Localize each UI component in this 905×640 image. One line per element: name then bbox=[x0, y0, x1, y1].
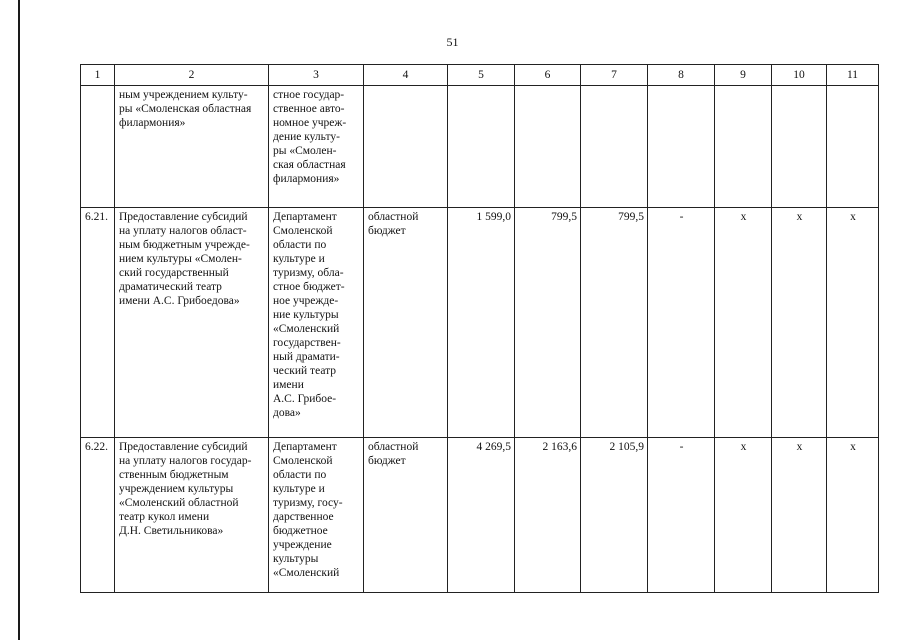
indicator-cell bbox=[827, 86, 879, 208]
executor-cell: стное государ- ственное авто- номное учреж- дение культу- ры «Смолен- ская областная филармония» bbox=[269, 86, 364, 208]
amount-cell: 2 105,9 bbox=[581, 438, 648, 593]
measure-name-cell: Предоставление субсидий на уплату налогов государ- ственным бюджетным учреждением культуры «Смоленский областной театр кукол имени Д.Н. Светильникова» bbox=[115, 438, 269, 593]
executor-cell: Департамент Смоленской области по культуре и туризму, обла- стное бюджет- ное учрежде- ние культуры «Смоленский государствен- ный драмати- ческий театр имени А.С. Грибое- дова» bbox=[269, 208, 364, 438]
total-amount-cell: 4 269,5 bbox=[448, 438, 515, 593]
table-row bbox=[81, 438, 879, 593]
indicator-cell: x bbox=[827, 208, 879, 438]
table-row bbox=[81, 208, 879, 438]
header-cell: 1 bbox=[81, 65, 115, 86]
amount-cell: - bbox=[648, 208, 715, 438]
program-table bbox=[80, 64, 879, 593]
indicator-cell bbox=[772, 86, 827, 208]
page-number: 51 bbox=[446, 35, 459, 49]
row-number-cell bbox=[81, 86, 115, 208]
executor-cell: Департамент Смоленской области по культуре и туризму, госу- дарственное бюджетное учреждение культуры «Смоленский bbox=[269, 438, 364, 593]
indicator-cell: x bbox=[827, 438, 879, 593]
indicator-cell: x bbox=[715, 208, 772, 438]
left-margin-rule bbox=[18, 0, 20, 640]
header-cell: 11 bbox=[827, 65, 879, 86]
amount-cell: 2 163,6 bbox=[515, 438, 581, 593]
funding-source-cell bbox=[364, 86, 448, 208]
total-amount-cell bbox=[448, 86, 515, 208]
amount-cell: 799,5 bbox=[581, 208, 648, 438]
header-cell: 6 bbox=[515, 65, 581, 86]
header-cell: 7 bbox=[581, 65, 648, 86]
amount-cell bbox=[581, 86, 648, 208]
header-cell: 8 bbox=[648, 65, 715, 86]
table-row bbox=[81, 86, 879, 208]
amount-cell: 799,5 bbox=[515, 208, 581, 438]
header-cell: 5 bbox=[448, 65, 515, 86]
table-header-row bbox=[81, 65, 879, 86]
measure-name-cell: ным учреждением культу- ры «Смоленская областная филармония» bbox=[115, 86, 269, 208]
indicator-cell: x bbox=[772, 438, 827, 593]
header-cell: 10 bbox=[772, 65, 827, 86]
header-cell: 2 bbox=[115, 65, 269, 86]
indicator-cell bbox=[715, 86, 772, 208]
amount-cell bbox=[648, 86, 715, 208]
funding-source-cell: областной бюджет bbox=[364, 208, 448, 438]
header-cell: 4 bbox=[364, 65, 448, 86]
total-amount-cell: 1 599,0 bbox=[448, 208, 515, 438]
header-cell: 9 bbox=[715, 65, 772, 86]
row-number-cell: 6.22. bbox=[81, 438, 115, 593]
indicator-cell: x bbox=[772, 208, 827, 438]
header-cell: 3 bbox=[269, 65, 364, 86]
row-number-cell: 6.21. bbox=[81, 208, 115, 438]
measure-name-cell: Предоставление субсидий на уплату налогов област- ным бюджетным учрежде- нием культуры «Смолен- ский государственный драматический театр имени А.С. Грибоедова» bbox=[115, 208, 269, 438]
funding-source-cell: областной бюджет bbox=[364, 438, 448, 593]
amount-cell bbox=[515, 86, 581, 208]
amount-cell: - bbox=[648, 438, 715, 593]
indicator-cell: x bbox=[715, 438, 772, 593]
